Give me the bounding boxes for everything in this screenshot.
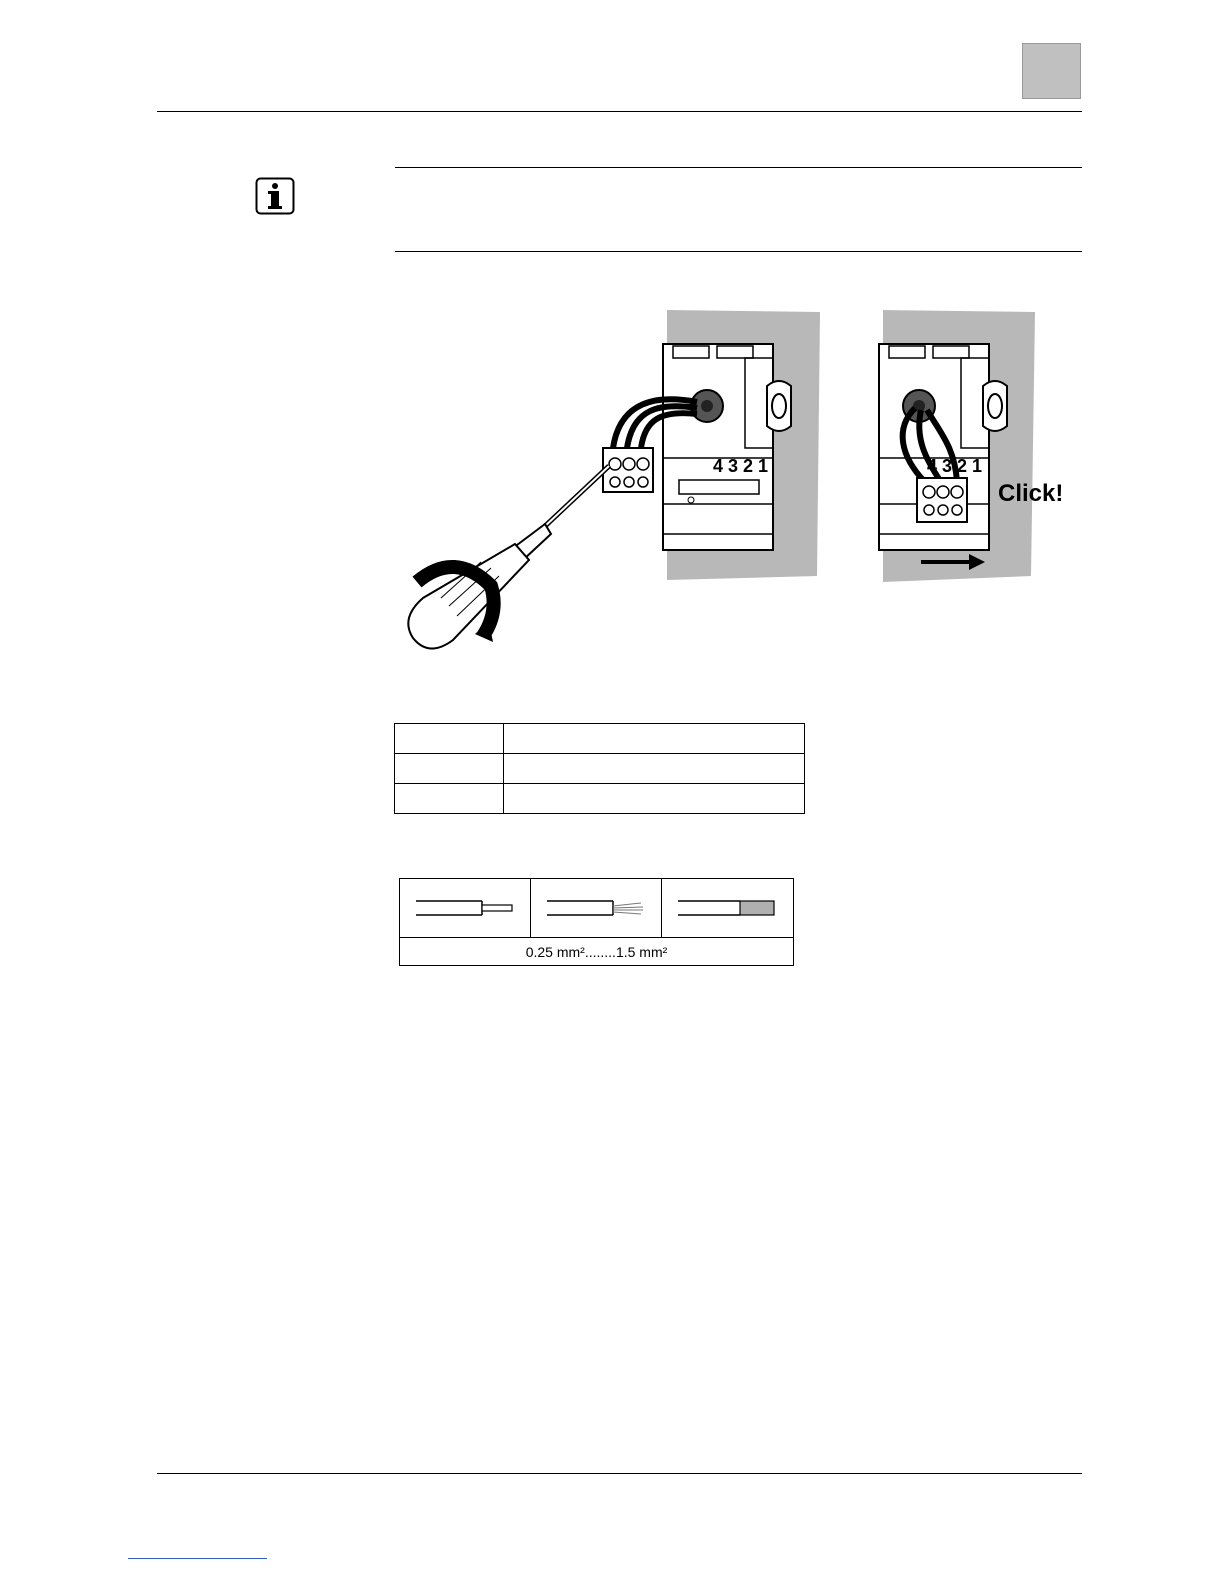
solid-wire-icon bbox=[400, 879, 531, 937]
table-cell bbox=[395, 784, 504, 814]
terminal-numbers-right: 4 3 2 1 bbox=[927, 456, 983, 476]
chapter-tab bbox=[1022, 43, 1081, 99]
header-rule bbox=[157, 111, 1082, 112]
table-row bbox=[395, 724, 805, 754]
screwdriver bbox=[408, 466, 609, 649]
footer-link-underline[interactable] bbox=[128, 1558, 267, 1559]
right-wall-panel bbox=[879, 310, 1035, 582]
table-row bbox=[395, 754, 805, 784]
note-bottom-rule bbox=[395, 251, 1082, 252]
ferrule-wire-icon bbox=[662, 879, 793, 937]
stranded-wire-icon bbox=[531, 879, 662, 937]
note-top-rule bbox=[395, 167, 1082, 168]
click-label: Click! bbox=[998, 480, 1064, 507]
table-cell bbox=[395, 724, 504, 754]
table-cell bbox=[504, 724, 805, 754]
info-icon bbox=[255, 177, 295, 215]
table-cell bbox=[504, 754, 805, 784]
terminal-table bbox=[394, 723, 805, 814]
footer-rule bbox=[157, 1473, 1082, 1474]
table-cell bbox=[504, 784, 805, 814]
table-cell bbox=[395, 754, 504, 784]
wire-types-table bbox=[399, 878, 794, 966]
table-row bbox=[395, 784, 805, 814]
cross-section-range: 0.25 mm²........1.5 mm² bbox=[400, 937, 793, 966]
left-wall-panel bbox=[603, 310, 820, 580]
wiring-figure bbox=[395, 298, 1085, 663]
terminal-numbers-left: 4 3 2 1 bbox=[713, 456, 769, 476]
